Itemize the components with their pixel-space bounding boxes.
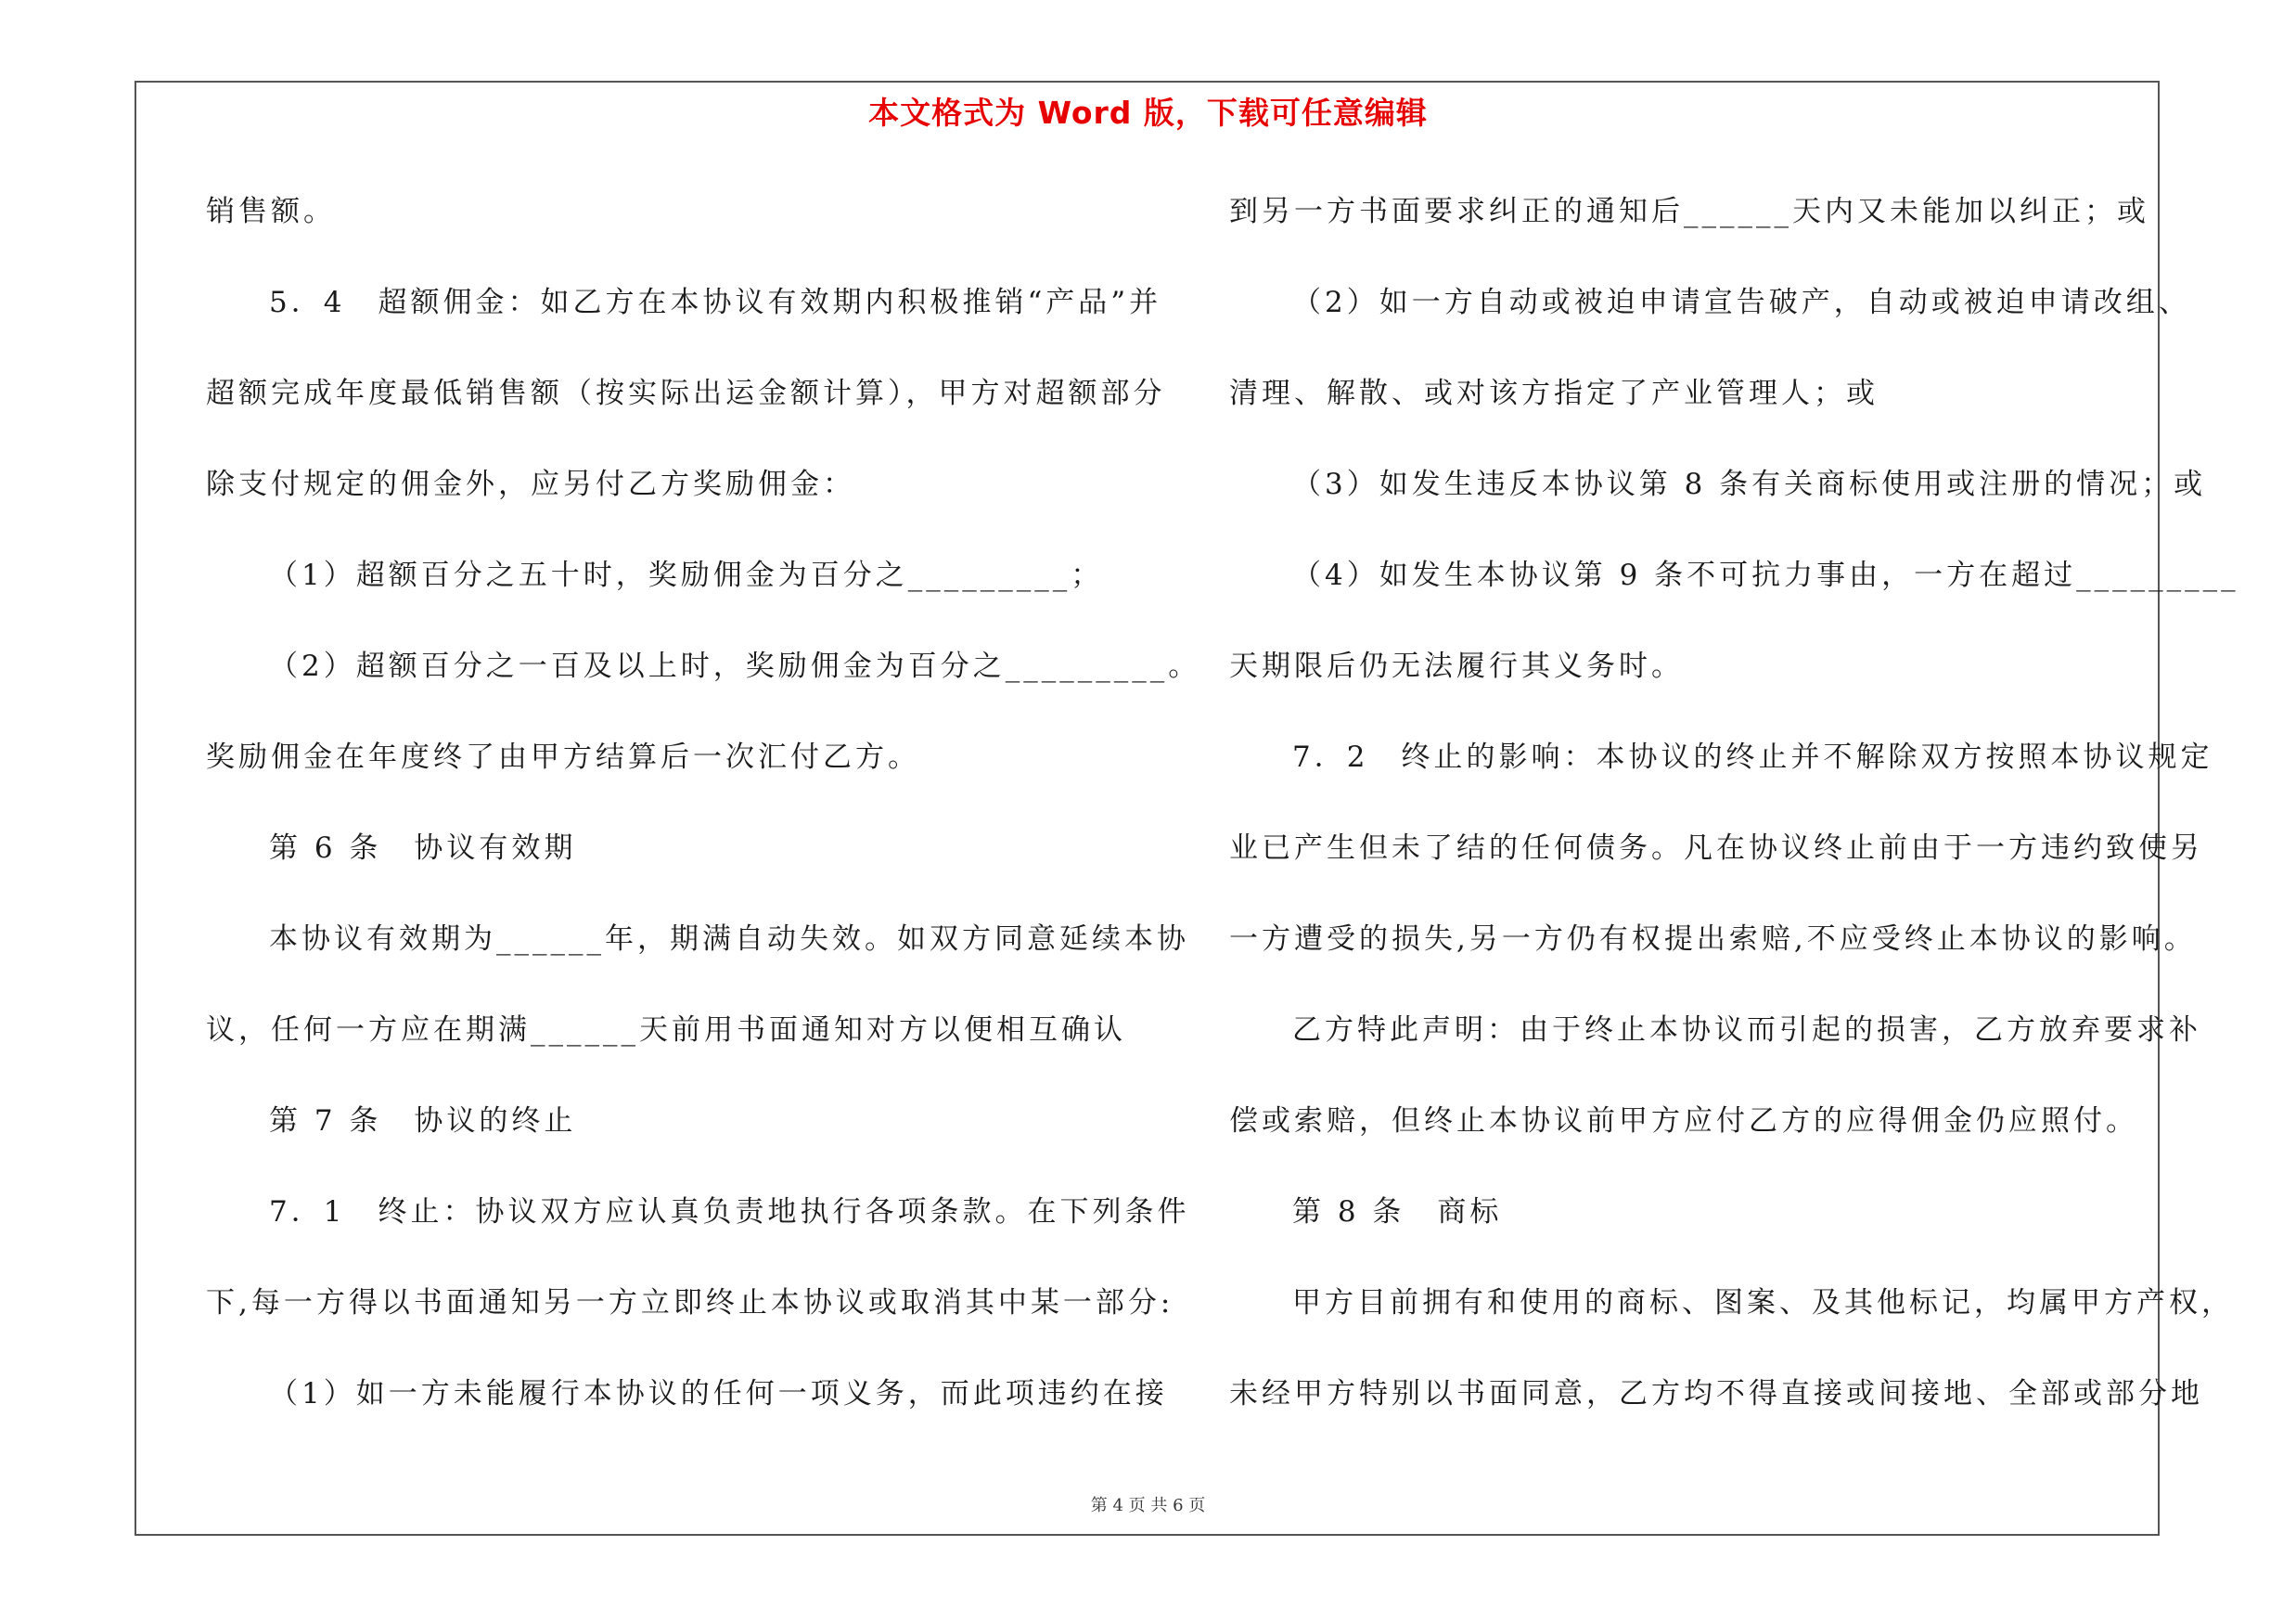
section-heading: 第 6 条 协议有效期 [269, 831, 577, 865]
text-line: 业已产生但未了结的任何债务。凡在协议终止前由于一方违约致使另 [1229, 831, 2203, 865]
text-line: 一方遭受的损失,另一方仍有权提出索赔,不应受终止本协议的影响。 [1229, 922, 2197, 956]
text-line: 除支付规定的佣金外，应另付乙方奖励佣金： [206, 468, 855, 501]
text-line: 5．4 超额佣金：如乙方在本协议有效期内积极推销“产品”并 [269, 286, 1162, 319]
text-line: 乙方特此声明：由于终止本协议而引起的损害，乙方放弃要求补 [1292, 1013, 2201, 1047]
text-line: （1）如一方未能履行本协议的任何一项义务，而此项违约在接 [269, 1377, 1168, 1410]
text-line: 未经甲方特别以书面同意，乙方均不得直接或间接地、全部或部分地 [1229, 1377, 2203, 1410]
text-line: 议，任何一方应在期满______天前用书面通知对方以便相互确认 [206, 1013, 1126, 1047]
page-number: 第 4 页 共 6 页 [1090, 1496, 1206, 1515]
section-heading: 第 8 条 商标 [1292, 1195, 1503, 1229]
text-line: 天期限后仍无法履行其义务时。 [1229, 650, 1684, 683]
text-line: （2）超额百分之一百及以上时，奖励佣金为百分之_________。 [269, 650, 1201, 683]
text-line: 7．1 终止：协议双方应认真负责地执行各项条款。在下列条件 [269, 1195, 1190, 1229]
text-line: 到另一方书面要求纠正的通知后______天内又未能加以纠正；或 [1229, 195, 2149, 228]
text-line: （2）如一方自动或被迫申请宣告破产，自动或被迫申请改组、 [1292, 286, 2191, 319]
text-line: 奖励佣金在年度终了由甲方结算后一次汇付乙方。 [206, 741, 920, 774]
text-line: 甲方目前拥有和使用的商标、图案、及其他标记，均属甲方产权， [1292, 1286, 2234, 1320]
text-line: 销售额。 [206, 195, 336, 228]
text-line: （3）如发生违反本协议第 8 条有关商标使用或注册的情况；或 [1292, 468, 2207, 501]
text-line: 下,每一方得以书面通知另一方立即终止本协议或取消其中某一部分: [206, 1286, 1174, 1320]
word-format-banner: 本文格式为 Word 版，下载可任意编辑 [868, 95, 1428, 131]
text-line: 清理、解散、或对该方指定了产业管理人；或 [1229, 377, 1879, 410]
text-line: 超额完成年度最低销售额（按实际出运金额计算），甲方对超额部分 [206, 377, 1166, 410]
text-line: 偿或索赔，但终止本协议前甲方应付乙方的应得佣金仍应照付。 [1229, 1104, 2138, 1138]
section-heading: 第 7 条 协议的终止 [269, 1104, 577, 1138]
text-line: （1）超额百分之五十时，奖励佣金为百分之_________； [269, 559, 1104, 592]
text-line: 本协议有效期为______年，期满自动失效。如双方同意延续本协 [269, 922, 1189, 956]
text-line: 7．2 终止的影响：本协议的终止并不解除双方按照本协议规定 [1292, 741, 2213, 774]
text-line: （4）如发生本协议第 9 条不可抗力事由，一方在超过_________ [1292, 559, 2239, 592]
